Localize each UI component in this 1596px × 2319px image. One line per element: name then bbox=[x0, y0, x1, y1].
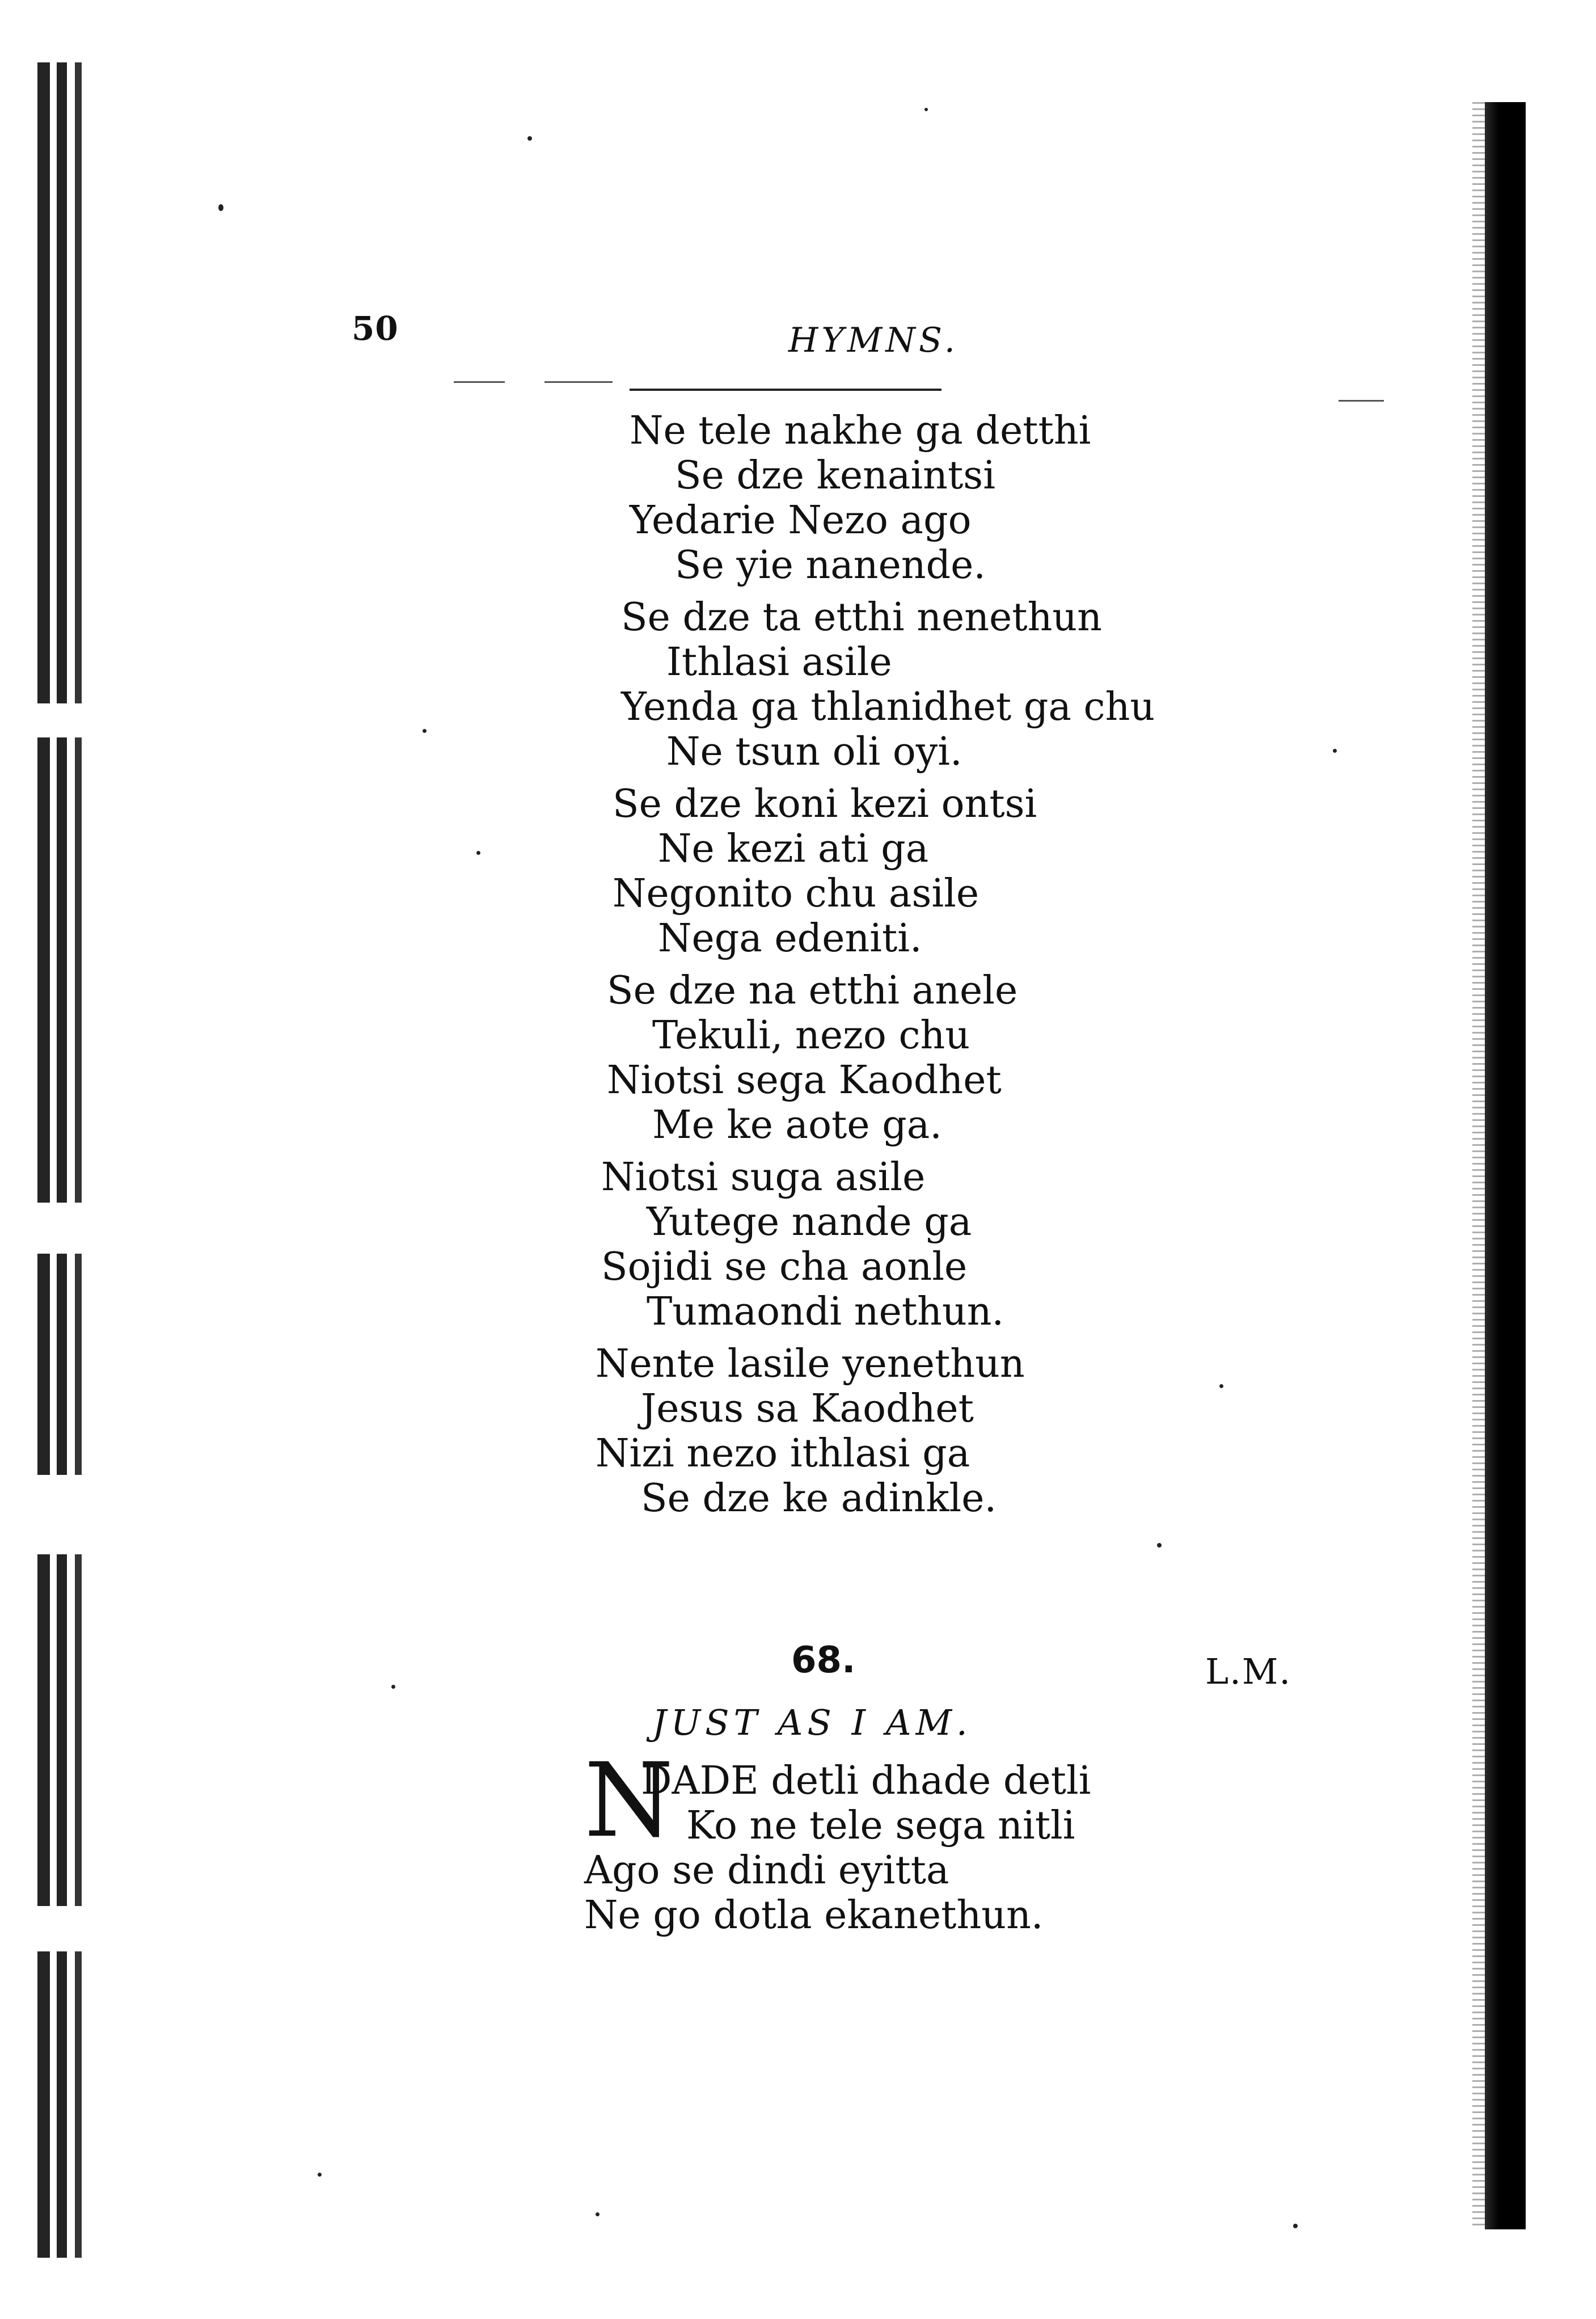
drop-cap: N bbox=[584, 1742, 674, 1860]
verse-line: Ithlasi asile bbox=[666, 640, 892, 685]
stanza bbox=[596, 1342, 1333, 1521]
verse-line: Ko ne tele sega nitli bbox=[686, 1803, 1075, 1848]
verse-line: Se dze koni kezi ontsi bbox=[613, 782, 1037, 827]
verse-line: DADE detli dhade detli bbox=[641, 1759, 1091, 1803]
verse-line: Tumaondi nethun. bbox=[647, 1289, 1004, 1334]
verse-line: Ne tsun oli oyi. bbox=[666, 730, 962, 774]
page-number: 50 bbox=[352, 309, 399, 348]
verse-line: Yedarie Nezo ago bbox=[630, 498, 972, 543]
stanza bbox=[630, 408, 1333, 588]
scan-speck bbox=[391, 1685, 395, 1689]
verse-line: Ne kezi ati ga bbox=[658, 827, 929, 871]
verse-line: Yenda ga thlanidhet ga chu bbox=[621, 685, 1155, 730]
hymn-stanzas bbox=[596, 408, 1333, 1528]
verse-line: Ago se dindi eyitta bbox=[584, 1848, 949, 1893]
header-rule bbox=[630, 389, 941, 391]
stanza bbox=[621, 595, 1333, 774]
scan-speck bbox=[476, 851, 480, 855]
verse-line: Se dze ke adinkle. bbox=[641, 1476, 997, 1521]
verse-line: Negonito chu asile bbox=[613, 871, 979, 916]
stanza bbox=[607, 968, 1333, 1148]
scan-speck bbox=[318, 2173, 322, 2177]
verse-line: Se dze kenaintsi bbox=[675, 453, 995, 498]
header-rule-dash bbox=[544, 381, 613, 383]
verse-line: Se yie nanende. bbox=[675, 543, 986, 588]
hymn-verse bbox=[584, 1759, 1378, 1938]
running-title: HYMNS. bbox=[788, 321, 959, 360]
verse-line: Ne tele nakhe ga detthi bbox=[630, 408, 1091, 453]
stanza bbox=[601, 1155, 1333, 1334]
scan-speck bbox=[1333, 749, 1337, 753]
verse-line: Niotsi suga asile bbox=[601, 1155, 926, 1200]
hymn-meter: L.M. bbox=[1205, 1651, 1292, 1692]
stanza bbox=[613, 782, 1333, 961]
header-rule-dash bbox=[454, 381, 505, 383]
hymn-title: JUST AS I AM. bbox=[652, 1702, 972, 1743]
right-binding-edge bbox=[1485, 102, 1526, 2229]
verse-line: Ne go dotla ekanethun. bbox=[584, 1893, 1044, 1938]
verse-line: Nente lasile yenethun bbox=[596, 1342, 1025, 1386]
verse-line: Se dze na etthi anele bbox=[607, 968, 1018, 1013]
verse-line: Se dze ta etthi nenethun bbox=[621, 595, 1102, 640]
scan-speck bbox=[527, 136, 532, 141]
scan-speck bbox=[1293, 2224, 1298, 2228]
hymn-number: 68. bbox=[791, 1639, 856, 1681]
scan-speck bbox=[218, 204, 223, 211]
scan-speck bbox=[1157, 1543, 1162, 1548]
verse-line: Tekuli, nezo chu bbox=[652, 1013, 970, 1058]
scan-speck bbox=[423, 729, 427, 733]
verse-line: Niotsi sega Kaodhet bbox=[607, 1058, 1002, 1103]
binding-gap bbox=[34, 703, 113, 737]
verse-line: Sojidi se cha aonle bbox=[601, 1245, 968, 1289]
header-rule-dash bbox=[1339, 400, 1384, 402]
binding-gap bbox=[34, 1203, 113, 1254]
binding-gap bbox=[34, 1475, 113, 1554]
verse-line: Me ke aote ga. bbox=[652, 1103, 942, 1148]
binding-gap bbox=[34, 1906, 113, 1951]
verse-line: Yutege nande ga bbox=[647, 1200, 972, 1245]
verse-line: Nega edeniti. bbox=[658, 916, 922, 961]
verse-line: Jesus sa Kaodhet bbox=[641, 1386, 974, 1431]
scan-speck bbox=[924, 108, 928, 111]
verse-line: Nizi nezo ithlasi ga bbox=[596, 1431, 970, 1476]
scan-speck bbox=[596, 2212, 599, 2216]
